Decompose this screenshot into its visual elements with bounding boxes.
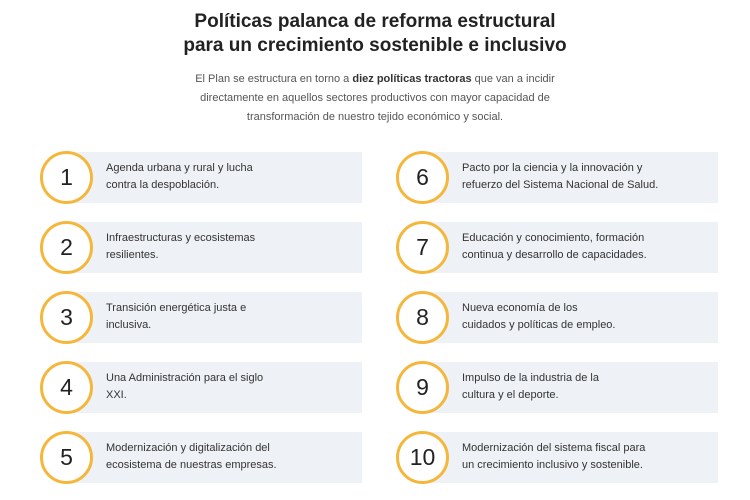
- page-title: [0, 10, 750, 58]
- policy-grid: [40, 152, 718, 483]
- policy-item-4: [40, 362, 362, 413]
- policy-text-line-2: contra la despoblación.: [106, 179, 220, 191]
- title-line-1: Políticas palanca de reforma estructural: [194, 11, 556, 32]
- policy-text-line-1: Infraestructuras y ecosistemas: [106, 232, 256, 244]
- policy-item-8: [396, 292, 718, 343]
- policy-text-line-1: Modernización del sistema fiscal para: [462, 442, 646, 454]
- policy-text-line-2: inclusiva.: [106, 319, 152, 331]
- policy-text: [106, 370, 356, 404]
- policy-item-2: [40, 222, 362, 273]
- policy-text-line-2: ecosistema de nuestras empresas.: [106, 459, 277, 471]
- intro-line-3: transformación de nuestro tejido económico y social.: [246, 111, 504, 123]
- intro-prefix: El Plan se estructura en torno a: [195, 73, 353, 85]
- policy-text-line-2: cuidados y políticas de empleo.: [462, 319, 616, 331]
- policy-item-9: [396, 362, 718, 413]
- policy-number-badge: 9: [396, 361, 449, 414]
- policy-item-6: [396, 152, 718, 203]
- policy-item-1: [40, 152, 362, 203]
- policy-item-5: [40, 432, 362, 483]
- policy-item-3: [40, 292, 362, 343]
- policy-text: [462, 160, 712, 194]
- policy-text-line-1: Pacto por la ciencia y la innovación y: [462, 162, 643, 174]
- policy-text: [462, 370, 712, 404]
- policy-text: [106, 300, 356, 334]
- policy-text: [462, 440, 712, 474]
- policy-text-line-1: Transición energética justa e: [106, 302, 247, 314]
- policy-text-line-2: XXI.: [106, 389, 127, 401]
- policy-text-line-1: Agenda urbana y rural y lucha: [106, 162, 253, 174]
- policy-text-line-1: Una Administración para el siglo: [106, 372, 264, 384]
- policy-item-10: [396, 432, 718, 483]
- policy-number-badge: 4: [40, 361, 93, 414]
- policy-number-badge: 2: [40, 221, 93, 274]
- intro-suffix: que van a incidir: [471, 73, 555, 85]
- policy-text-line-2: un crecimiento inclusivo y sostenible.: [462, 459, 643, 471]
- policy-text-line-1: Nueva economía de los: [462, 302, 578, 314]
- policy-text: [106, 440, 356, 474]
- policy-text-line-1: Impulso de la industria de la: [462, 372, 599, 384]
- policy-text-line-1: Educación y conocimiento, formación: [462, 232, 645, 244]
- policy-text-line-2: continua y desarrollo de capacidades.: [462, 249, 647, 261]
- policy-number-badge: 1: [40, 151, 93, 204]
- policy-text-line-2: cultura y el deporte.: [462, 389, 559, 401]
- policy-text: [106, 230, 356, 264]
- policy-text-line-2: resilientes.: [106, 249, 159, 261]
- policy-number-badge: 5: [40, 431, 93, 484]
- policy-number-badge: 3: [40, 291, 93, 344]
- policy-number-badge: 6: [396, 151, 449, 204]
- policy-number-badge: 10: [396, 431, 449, 484]
- policy-number-badge: 7: [396, 221, 449, 274]
- policy-text: [462, 230, 712, 264]
- policy-text-line-1: Modernización y digitalización del: [106, 442, 270, 454]
- policy-text: [462, 300, 712, 334]
- policy-text: [106, 160, 356, 194]
- title-line-2: para un crecimiento sostenible e inclusivo: [183, 35, 567, 56]
- intro-line-2: directamente en aquellos sectores productivos con mayor capacidad de: [200, 92, 550, 104]
- policy-item-7: [396, 222, 718, 273]
- intro-bold: diez políticas tractoras: [352, 73, 472, 85]
- intro-paragraph: [150, 70, 600, 127]
- policy-text-line-2: refuerzo del Sistema Nacional de Salud.: [462, 179, 659, 191]
- policy-number-badge: 8: [396, 291, 449, 344]
